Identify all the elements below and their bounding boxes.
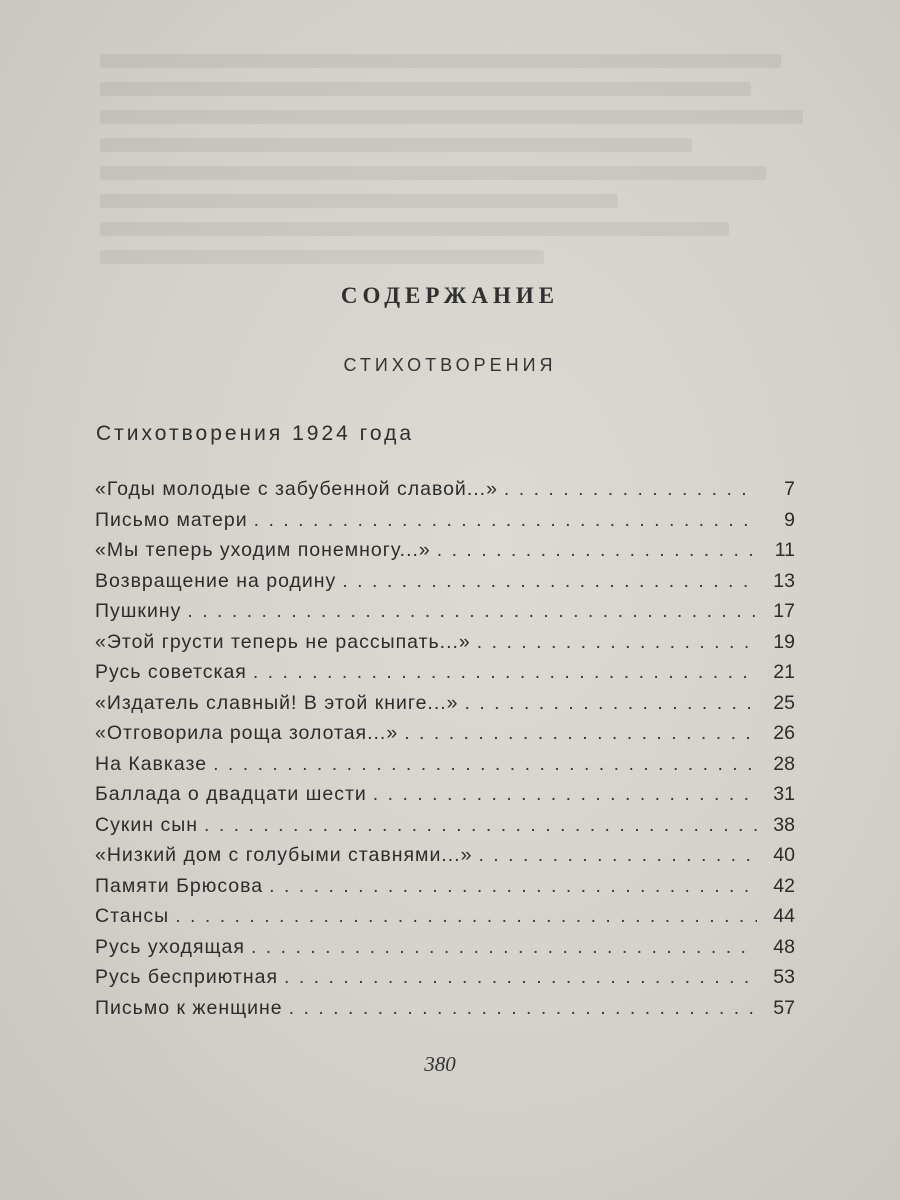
toc-entry [95,509,795,540]
entry-title: «Годы молодые с забубенной славой...» [95,478,498,500]
toc-entry [95,570,795,601]
toc-entry [95,936,795,967]
entry-page-number: 13 [773,569,795,592]
dot-leader [477,631,757,654]
dot-leader [269,875,757,898]
entry-page-number: 17 [773,600,795,622]
entry-title: «Мы теперь уходим понемногу...» [95,539,431,561]
dot-leader [437,539,757,562]
entry-title: Сукин сын [95,813,198,836]
dot-leader [342,570,757,593]
dot-leader [204,814,757,837]
toc-entry [95,600,795,631]
entry-page-number: 38 [773,813,795,836]
entry-title: Стансы [95,905,170,927]
entry-page-number: 31 [773,783,795,805]
toc-entry [95,844,795,875]
dot-leader [251,936,757,959]
entry-title: Письмо матери [95,508,248,531]
toc-entry [95,692,795,723]
toc-entry [95,661,795,692]
entry-page-number: 44 [773,905,795,927]
toc-entry [95,783,795,814]
entry-title: Письмо к женщине [95,996,283,1019]
dot-leader [404,722,757,745]
page-number: 380 [424,1052,456,1076]
entry-title: Возвращение на родину [95,569,337,592]
entry-title: «Этой грусти теперь не рассыпать...» [95,630,471,653]
entry-page-number: 25 [773,691,795,714]
toc-entry [95,905,795,936]
toc-entry [95,478,795,509]
table-of-contents [95,478,795,1027]
entry-title: Баллада о двадцати шести [95,783,367,805]
toc-entry [95,539,795,570]
entry-title: «Низкий дом с голубыми ставнями...» [95,844,473,866]
dot-leader [187,600,757,623]
entry-page-number: 9 [784,508,795,531]
entry-title: Пушкину [95,600,182,622]
dot-leader [253,661,757,684]
entry-title: На Кавказе [95,752,208,775]
entry-page-number: 48 [773,935,795,958]
entry-page-number: 26 [773,722,795,744]
entry-page-number: 42 [773,874,795,897]
toc-entry [95,966,795,997]
entry-page-number: 57 [773,996,795,1019]
contents-heading: СОДЕРЖАНИЕ [340,283,560,308]
entry-title: «Издатель славный! В этой книге...» [95,691,459,714]
toc-entry [95,753,795,784]
entry-page-number: 7 [784,478,795,500]
toc-entry [95,875,795,906]
toc-entry [95,814,795,845]
entry-title: Русь советская [95,661,247,683]
entry-title: Памяти Брюсова [95,874,264,897]
dot-leader [284,966,757,989]
entry-title: Русь уходящая [95,935,245,958]
entry-page-number: 40 [773,844,795,866]
entry-title: Русь бесприютная [95,966,279,988]
entry-page-number: 19 [773,630,795,653]
dot-leader [213,753,757,776]
dot-leader [478,844,757,867]
subsection-heading: Стихотворения 1924 года [96,422,415,445]
dot-leader [373,783,757,806]
entry-page-number: 21 [773,661,795,683]
dot-leader [504,478,757,501]
entry-page-number: 11 [774,539,795,561]
dot-leader [254,509,757,532]
dot-leader [465,692,757,715]
toc-entry [95,722,795,753]
toc-entry [95,997,795,1028]
dot-leader [175,905,757,928]
toc-entry [95,631,795,662]
entry-title: «Отговорила роща золотая...» [95,722,399,744]
dot-leader [289,997,757,1020]
entry-page-number: 53 [773,966,795,988]
section-heading: СТИХОТВОРЕНИЯ [343,355,557,375]
entry-page-number: 28 [773,752,795,775]
